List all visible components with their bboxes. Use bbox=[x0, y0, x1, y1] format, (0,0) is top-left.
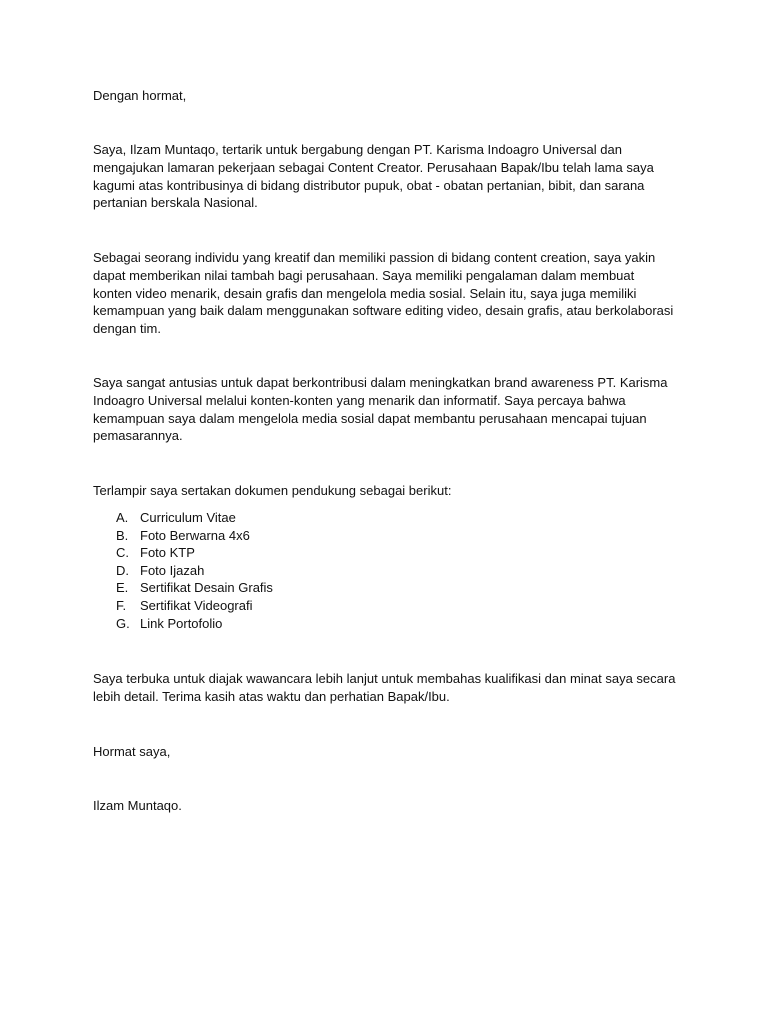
paragraph-line: lebih detail. Terima kasih atas waktu dan perhatian Bapak/Ibu. bbox=[93, 688, 450, 704]
paragraph-line: mengajukan lamaran pekerjaan sebagai Content Creator. Perusahaan Bapak/Ibu telah lama saya bbox=[93, 159, 654, 175]
paragraph-line: Saya sangat antusias untuk dapat berkontribusi dalam meningkatkan brand awareness PT. Karisma bbox=[93, 375, 668, 390]
list-marker: A. bbox=[116, 510, 129, 525]
paragraph-line: kemampuan yang baik dalam menggunakan software editing video, desain grafis, atau berkolaborasi bbox=[93, 303, 674, 319]
list-item bbox=[93, 579, 593, 597]
paragraph-line: Saya terbuka untuk diajak wawancara lebih lanjut untuk membahas kualifikasi dan minat saya secara bbox=[93, 671, 676, 686]
paragraph-interest bbox=[93, 141, 683, 212]
attachments-list bbox=[93, 509, 593, 632]
list-marker: E. bbox=[116, 580, 129, 596]
paragraph-skills bbox=[93, 249, 683, 338]
paragraph-line: pertanian berskala Nasional. bbox=[93, 195, 258, 211]
list-item-text: Curriculum Vitae bbox=[140, 510, 236, 525]
list-marker: B. bbox=[116, 527, 129, 543]
list-marker: D. bbox=[116, 562, 129, 578]
paragraph-line: dapat memberikan nilai tambah bagi perusahaan. Saya memiliki pengalaman dalam membuat bbox=[93, 267, 635, 283]
letter-greeting bbox=[93, 87, 683, 105]
signer-name: Ilzam Muntaqo. bbox=[93, 798, 182, 813]
paragraph-line: dengan tim. bbox=[93, 321, 161, 337]
list-item-text: Link Portofolio bbox=[140, 615, 223, 631]
attachments-intro bbox=[93, 482, 683, 500]
paragraph-line: Saya, Ilzam Muntaqo, tertarik untuk bergabung dengan PT. Karisma Indoagro Universal dan bbox=[93, 142, 622, 157]
paragraph-line: pemasarannya. bbox=[93, 428, 183, 444]
list-item bbox=[93, 615, 593, 633]
paragraph-line: kemampuan saya dalam mengelola media sosial dapat membantu perusahaan mencapai tujuan bbox=[93, 410, 647, 426]
list-item bbox=[93, 527, 593, 545]
paragraph-interview bbox=[93, 670, 683, 706]
list-marker: F. bbox=[116, 597, 127, 613]
list-item bbox=[93, 509, 593, 527]
letter-closing bbox=[93, 743, 683, 761]
greeting-text: Dengan hormat, bbox=[93, 88, 187, 103]
closing-text: Hormat saya, bbox=[93, 744, 171, 759]
list-item-text: Sertifikat Videografi bbox=[140, 597, 253, 613]
list-item-text: Foto Ijazah bbox=[140, 562, 205, 578]
list-item-text: Foto KTP bbox=[140, 545, 195, 561]
list-marker: G. bbox=[116, 615, 130, 631]
list-item bbox=[93, 562, 593, 580]
list-marker: C. bbox=[116, 545, 129, 561]
list-item bbox=[93, 544, 593, 562]
paragraph-line: Indoagro Universal melalui konten-konten yang menarik dan informatif. Saya percaya bahwa bbox=[93, 392, 626, 408]
list-item-text: Sertifikat Desain Grafis bbox=[140, 580, 273, 596]
list-item-text: Foto Berwarna 4x6 bbox=[140, 527, 250, 543]
paragraph-line: Sebagai seorang individu yang kreatif dan memiliki passion di bidang content creation, saya yakin bbox=[93, 250, 656, 265]
list-item bbox=[93, 597, 593, 615]
attachments-intro-text: Terlampir saya sertakan dokumen pendukung sebagai berikut: bbox=[93, 483, 452, 498]
letter-signer bbox=[93, 797, 683, 815]
paragraph-line: kagumi atas kontribusinya di bidang distributor pupuk, obat - obatan pertanian, bibit, dan sarana bbox=[93, 177, 645, 193]
paragraph-line: konten video menarik, desain grafis dan mengelola media sosial. Selain itu, saya juga memiliki bbox=[93, 285, 637, 301]
paragraph-enthusiasm bbox=[93, 374, 683, 445]
